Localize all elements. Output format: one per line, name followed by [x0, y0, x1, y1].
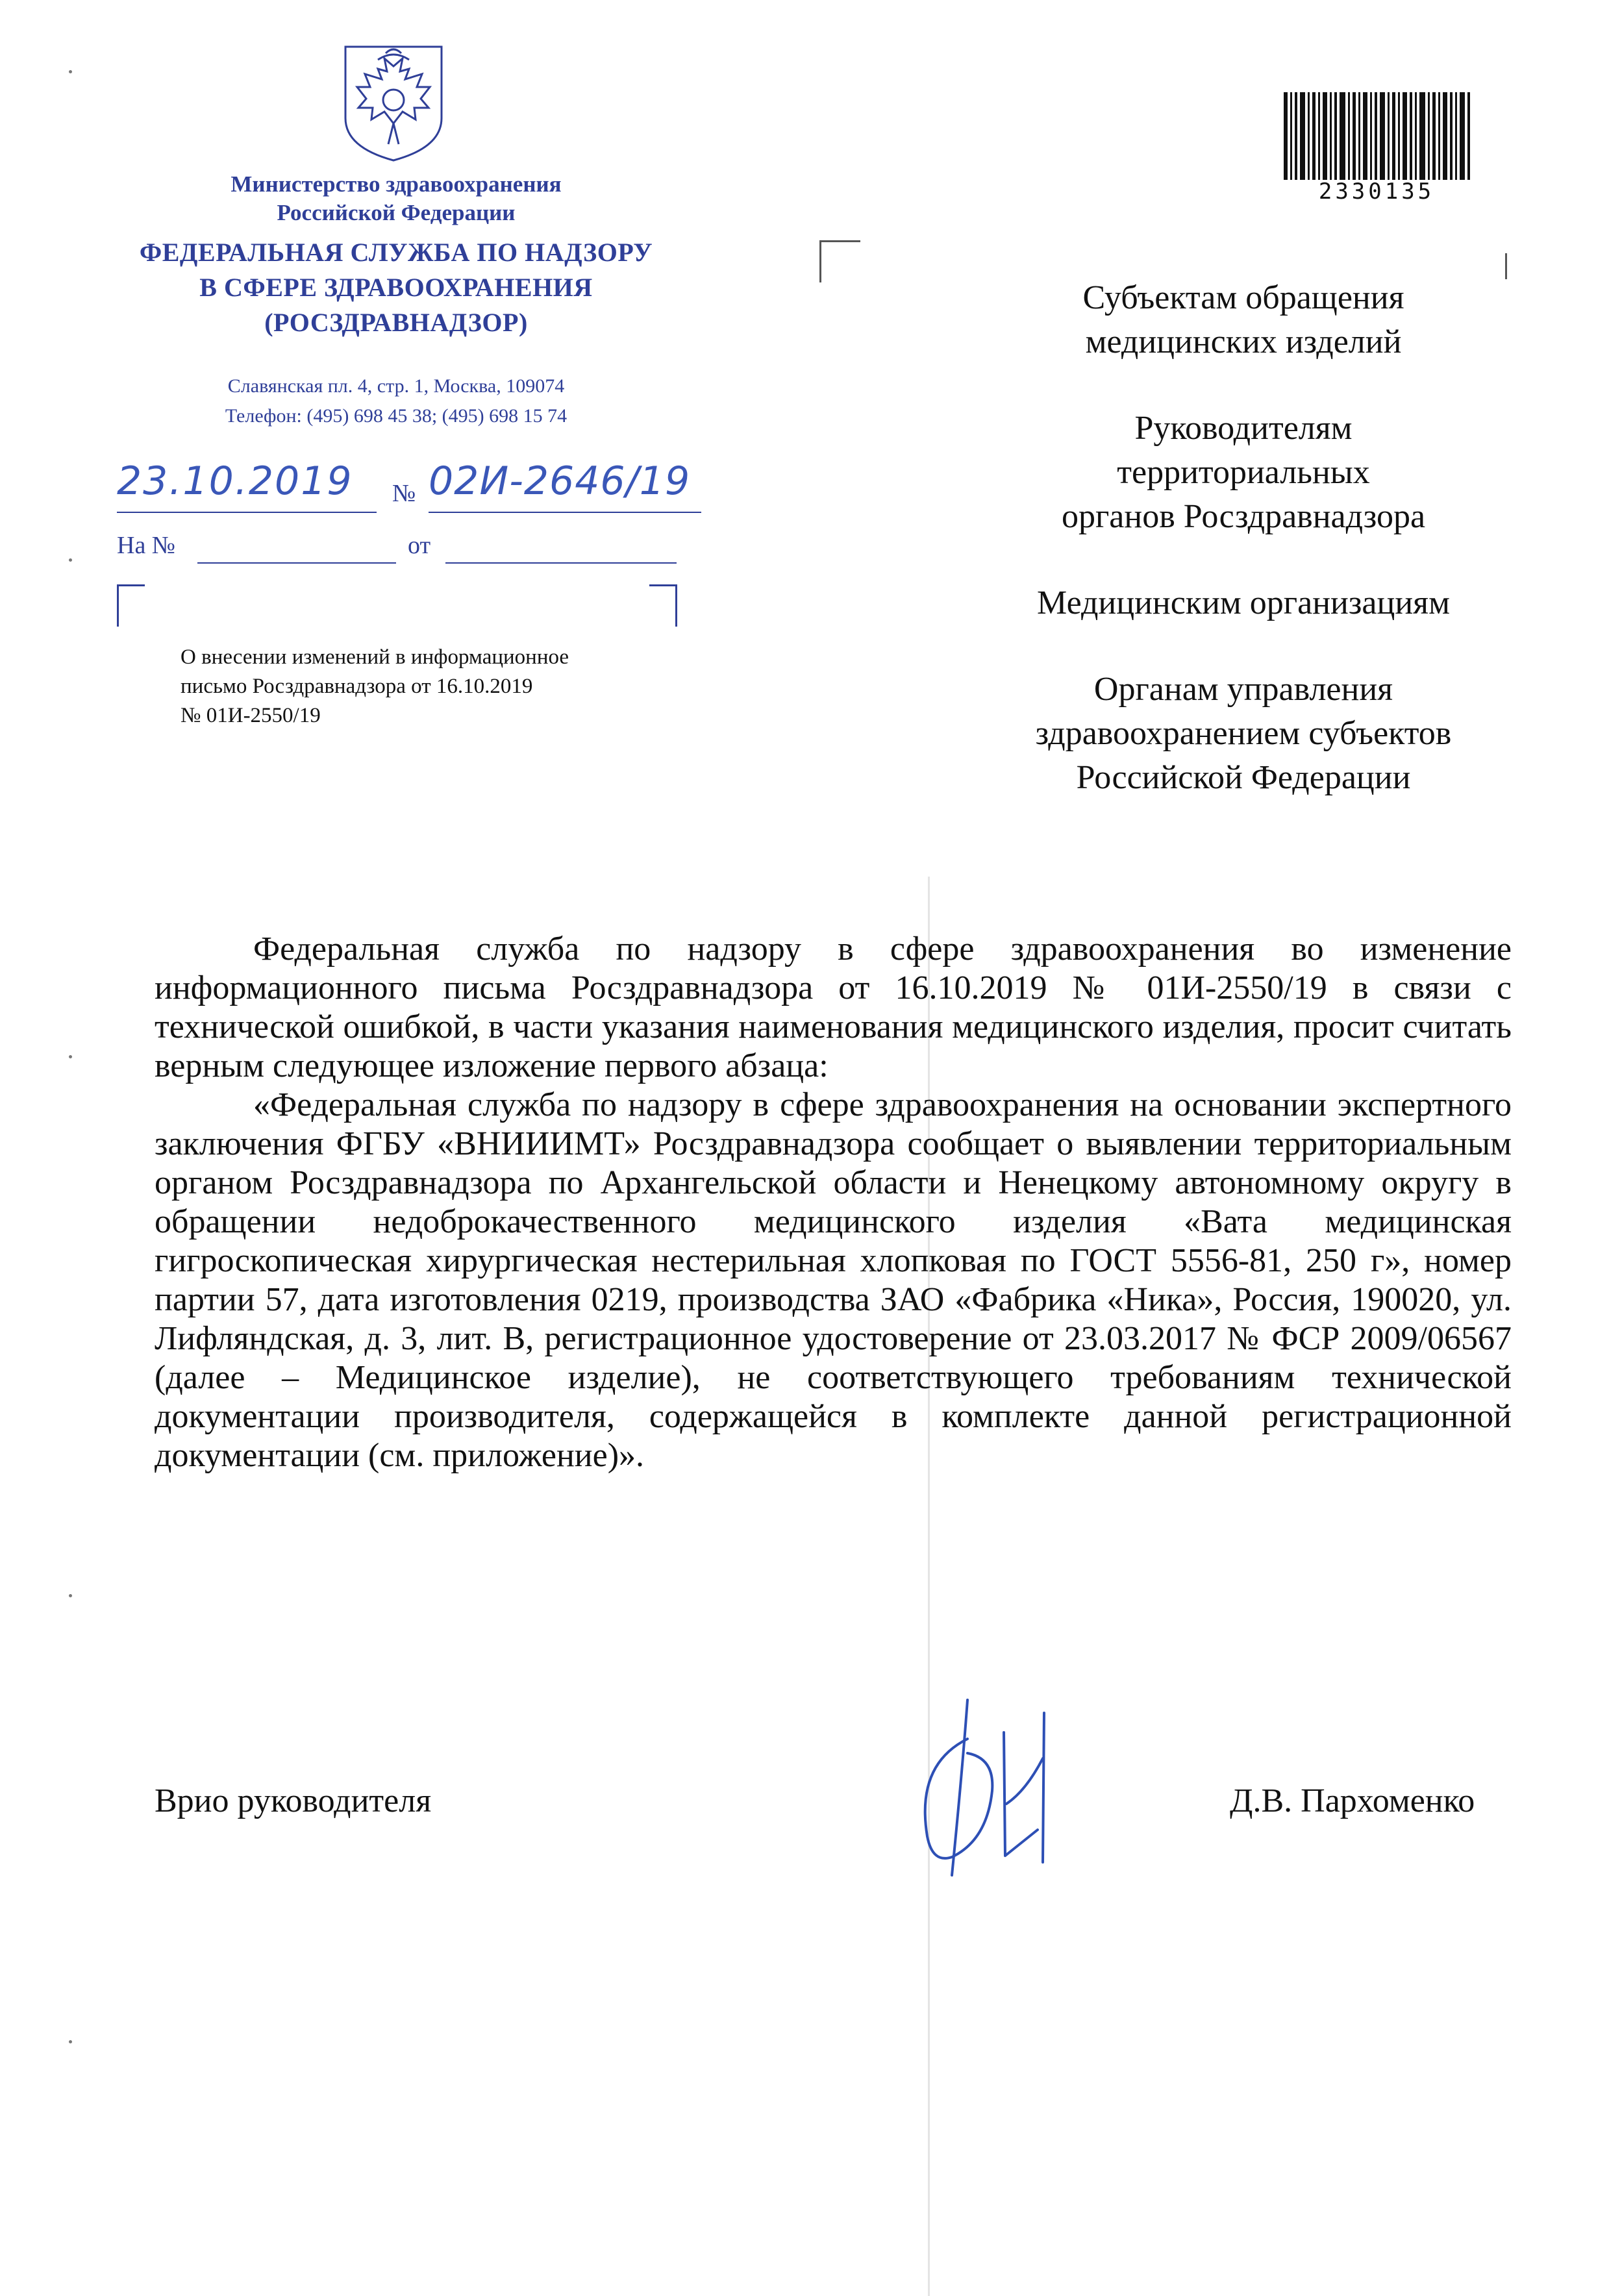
scan-speck [69, 70, 72, 73]
scan-speck [69, 1055, 72, 1058]
service-line: (РОСЗДРАВНАДЗОР) [264, 308, 528, 337]
signatory-name: Д.В. Пархоменко [1230, 1782, 1475, 1819]
service-line: В СФЕРЕ ЗДРАВООХРАНЕНИЯ [199, 273, 593, 302]
addressee-line: медицинских изделий [1085, 323, 1402, 360]
addressee-line: Органам управления [1093, 671, 1393, 708]
coat-of-arms-icon [339, 40, 448, 164]
addressee [916, 668, 1571, 800]
barcode-icon [1282, 92, 1471, 180]
addressee-line: территориальных [1117, 454, 1370, 491]
subject-line: № 01И-2550/19 [181, 704, 321, 727]
corner-bracket [1505, 253, 1507, 279]
from-label: от [408, 532, 431, 559]
service-line: ФЕДЕРАЛЬНАЯ СЛУЖБА ПО НАДЗОРУ [139, 238, 653, 267]
scan-speck [69, 2040, 72, 2043]
letter-date: 23.10.2019 [117, 458, 353, 504]
addressee-line: Руководителям [1134, 410, 1353, 447]
signatory-role: Врио руководителя [155, 1782, 432, 1819]
addressee [916, 276, 1571, 364]
service-name [97, 235, 695, 340]
letter-body [155, 930, 1512, 1475]
subject-line: О внесении изменений в информационное [181, 645, 569, 669]
addressee-line: органов Росздравнадзора [1061, 498, 1426, 535]
addressee [916, 406, 1571, 539]
handwritten-signature-icon [890, 1693, 1084, 1888]
reply-date-line [445, 562, 677, 564]
addressee-block [916, 276, 1571, 842]
reply-number-line [197, 562, 396, 564]
number-label: № [392, 480, 416, 507]
barcode-number: 2330135 [1318, 179, 1435, 205]
scan-speck [69, 558, 72, 562]
corner-bracket [117, 584, 145, 627]
body-paragraph: Федеральная служба по надзору в сфере здравоохранения во изменение информационного письма Росздравнадзора от 16.10.2019 № 01И-2550/19 в связи с технической ошибкой, в части указания наименования медицинского изделия, просит считать верным следующее изложение первого абзаца: [155, 930, 1512, 1084]
corner-bracket [649, 584, 677, 627]
addressee [916, 581, 1571, 625]
addressee-line: Российской Федерации [1076, 759, 1411, 796]
ministry-line: Российской Федерации [277, 200, 516, 225]
address-block [117, 371, 675, 431]
letter-number: 02И-2646/19 [429, 458, 691, 504]
phone: Телефон: (495) 698 45 38; (495) 698 15 74 [225, 405, 568, 427]
scan-speck [69, 1594, 72, 1597]
addressee-line: здравоохранением субъектов [1035, 715, 1452, 752]
number-underline [429, 512, 701, 513]
date-underline [117, 512, 377, 513]
body-paragraph: «Федеральная служба по надзору в сфере здравоохранения на основании экспертного заключения ФГБУ «ВНИИИМТ» Росздравнадзора сообщает о выявлении территориальным органом Росздравнадзора по Архангельской области и Ненецкому автономному округу в обращении недоброкачественного медицинского изделия «Вата медицинская гигроскопическая хирургическая нестерильная хлопковая по ГОСТ 5556-81, 250 г», номер партии 57, дата изготовления 0219, производства ЗАО «Фабрика «Ника», Россия, 190020, ул. Лифляндская, д. 3, лит. В, регистрационное удостоверение от 23.03.2017 № ФСР 2009/06567 (далее – Медицинское изделие), не соответствующего требованиям технической документации производителя, содержащейся в комплекте данной регистрационной документации (см. приложение)». [155, 1086, 1512, 1474]
reply-to-label: На № [117, 532, 176, 559]
addressee-line: Субъектам обращения [1082, 279, 1404, 316]
addressee-line: Медицинским организациям [1037, 584, 1450, 621]
ministry-line: Министерство здравоохранения [231, 171, 562, 197]
corner-bracket [819, 240, 860, 282]
address: Славянская пл. 4, стр. 1, Москва, 109074 [227, 375, 565, 397]
letter-subject [181, 643, 700, 730]
subject-line: письмо Росздравнадзора от 16.10.2019 [181, 675, 533, 698]
ministry-name [136, 170, 656, 227]
